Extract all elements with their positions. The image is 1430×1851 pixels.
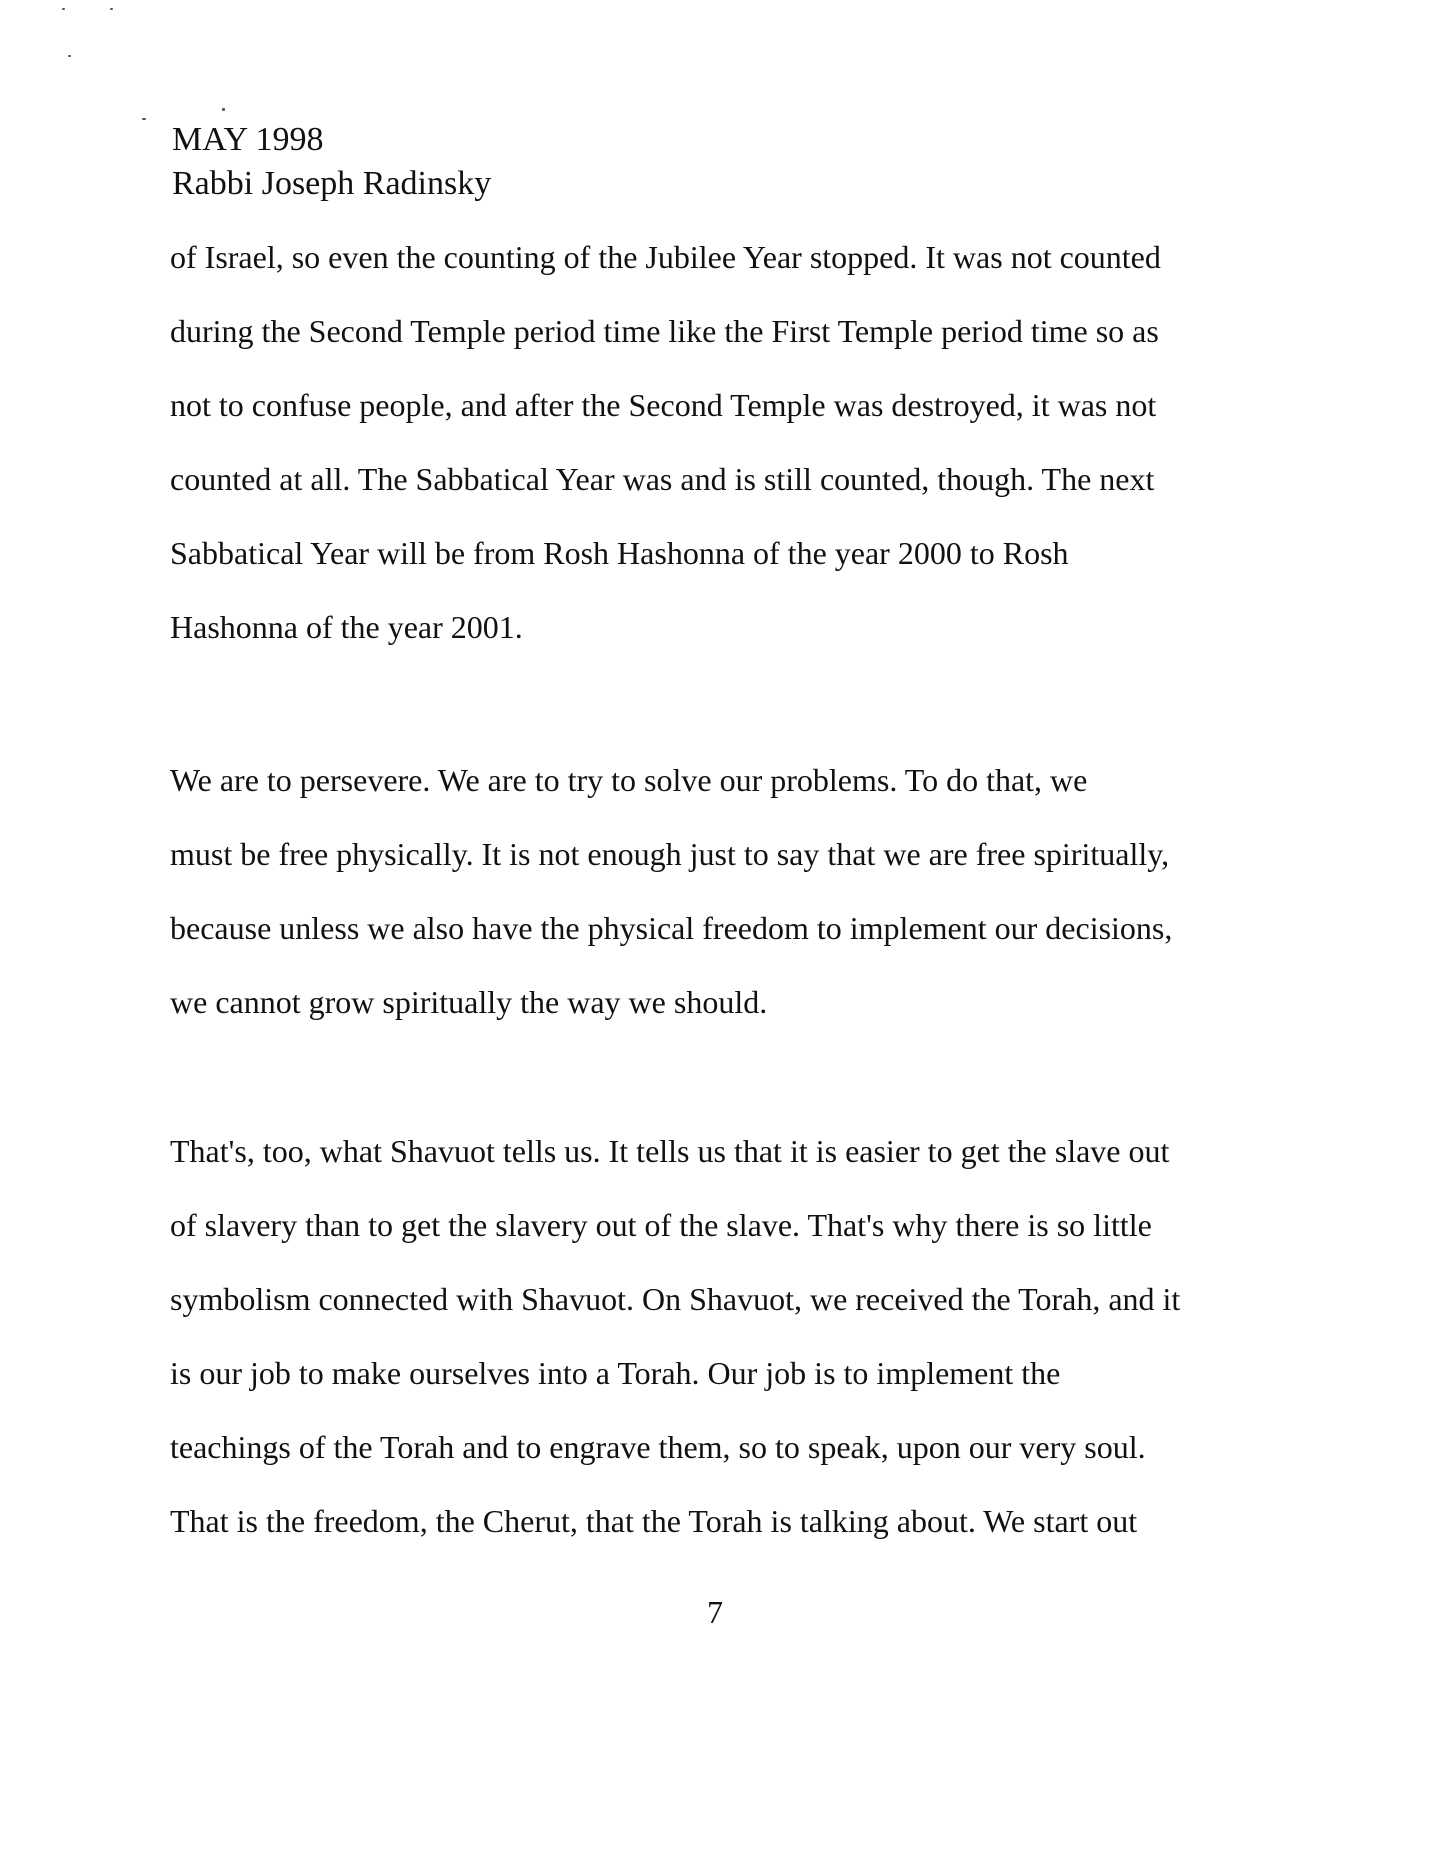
text-line: of slavery than to get the slavery out of the slave. That's why there is so little	[170, 1207, 1152, 1243]
text-line: must be free physically. It is not enough just to say that we are free spiritually,	[170, 836, 1170, 872]
text-line: counted at all. The Sabbatical Year was and is still counted, though. The next	[170, 461, 1155, 497]
header-date: MAY 1998	[172, 121, 324, 158]
paragraph	[170, 1114, 1290, 1558]
page-number: 7	[707, 1594, 723, 1630]
scan-speck	[142, 118, 146, 120]
text-line: We are to persevere. We are to try to solve our problems. To do that, we	[170, 762, 1088, 798]
text-line: Sabbatical Year will be from Rosh Hashonna of the year 2000 to Rosh	[170, 535, 1069, 571]
scan-speck	[222, 108, 225, 111]
text-line: during the Second Temple period time like the First Temple period time so as	[170, 313, 1159, 349]
text-line: teachings of the Torah and to engrave them, so to speak, upon our very soul.	[170, 1429, 1146, 1465]
text-line: That is the freedom, the Cherut, that the Torah is talking about. We start out	[170, 1503, 1138, 1539]
paragraph	[170, 743, 1290, 1039]
text-line: because unless we also have the physical freedom to implement our decisions,	[170, 910, 1173, 946]
text-line: symbolism connected with Shavuot. On Shavuot, we received the Torah, and it	[170, 1281, 1181, 1317]
text-line: we cannot grow spiritually the way we should.	[170, 984, 768, 1020]
header-author: Rabbi Joseph Radinsky	[172, 165, 492, 202]
text-line: of Israel, so even the counting of the Jubilee Year stopped. It was not counted	[170, 239, 1161, 275]
scan-speck	[110, 8, 113, 10]
text-line: That's, too, what Shavuot tells us. It tells us that it is easier to get the slave out	[170, 1133, 1170, 1169]
scan-speck	[62, 8, 65, 10]
paragraph	[170, 220, 1290, 664]
text-line: Hashonna of the year 2001.	[170, 609, 523, 645]
scan-speck	[68, 55, 71, 57]
text-line: not to confuse people, and after the Second Temple was destroyed, it was not	[170, 387, 1157, 423]
text-line: is our job to make ourselves into a Torah. Our job is to implement the	[170, 1355, 1061, 1391]
document-header	[172, 118, 491, 206]
